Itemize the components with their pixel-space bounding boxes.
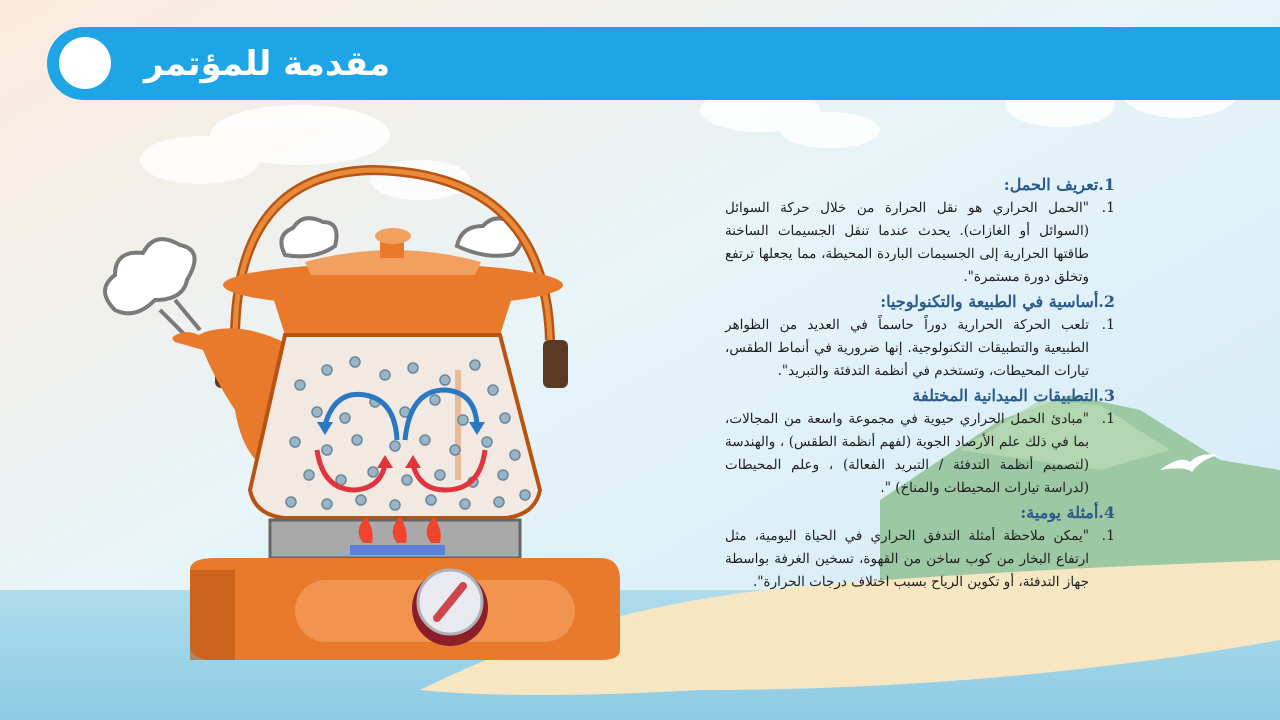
list-item — [725, 525, 1115, 594]
list-number: 1. — [1101, 411, 1115, 427]
list-text: تلعب الحركة الحرارية دوراً حاسماً في العديد من الظواهر الطبيعية والتطبيقات التكنولوجية. إنها ضرورية في أنماط الطقس، تيارات المحيطات، وتستخدم في أنظمة التدفئة والتبريد". — [725, 317, 1089, 379]
section-title: 3.التطبيقات الميدانية المختلفة — [912, 386, 1115, 405]
list-item — [725, 408, 1115, 500]
kettle-illustration — [95, 150, 635, 670]
list-text: "مبادئ الحمل الحراري حيوية في مجموعة واسعة من المجالات، بما في ذلك علم الأرصاد الجوية (لفهم أنظمة الطقس) ، والهندسة (لتصميم أنظمة التدفئة / التبريد الفعالة) ، وعلم المحيطات (لدراسة تيارات المحيطات والمناخ) ". — [725, 411, 1089, 496]
list-text: "الحمل الحراري هو نقل الحرارة من خلال حركة السوائل (السوائل أو الغازات). يحدث عندما تنقل الجسيمات الساخنة طاقتها الحرارية إلى الجسيمات الباردة المحيطة، مما يجعلها ترتفع وتخلق دورة مستمرة". — [725, 200, 1089, 285]
content-column — [725, 173, 1115, 595]
section-1 — [725, 173, 1115, 289]
title-circle-decoration — [59, 37, 111, 89]
section-title: 1.تعريف الحمل: — [1003, 175, 1115, 194]
list-number: 1. — [1101, 317, 1115, 333]
list-text: "يمكن ملاحظة أمثلة التدفق الحراري في الحياة اليومية، مثل ارتفاع البخار من كوب ساخن من القهوة، تسخين الغرفة بواسطة جهاز التدفئة، أو تكوين الرياح بسبب اختلاف درجات الحرارة". — [725, 528, 1089, 590]
list-item — [725, 314, 1115, 383]
burner-flame-icon — [270, 517, 520, 558]
section-3 — [725, 384, 1115, 500]
section-2 — [725, 290, 1115, 383]
section-title: 4.أمثلة يومية: — [1020, 503, 1115, 522]
section-title: 2.أساسية في الطبيعة والتكنولوجيا: — [880, 292, 1115, 311]
list-item — [725, 197, 1115, 289]
section-4 — [725, 501, 1115, 594]
page-title: مقدمة للمؤتمر — [143, 44, 390, 84]
list-number: 1. — [1101, 528, 1115, 544]
list-number: 1. — [1101, 200, 1115, 216]
